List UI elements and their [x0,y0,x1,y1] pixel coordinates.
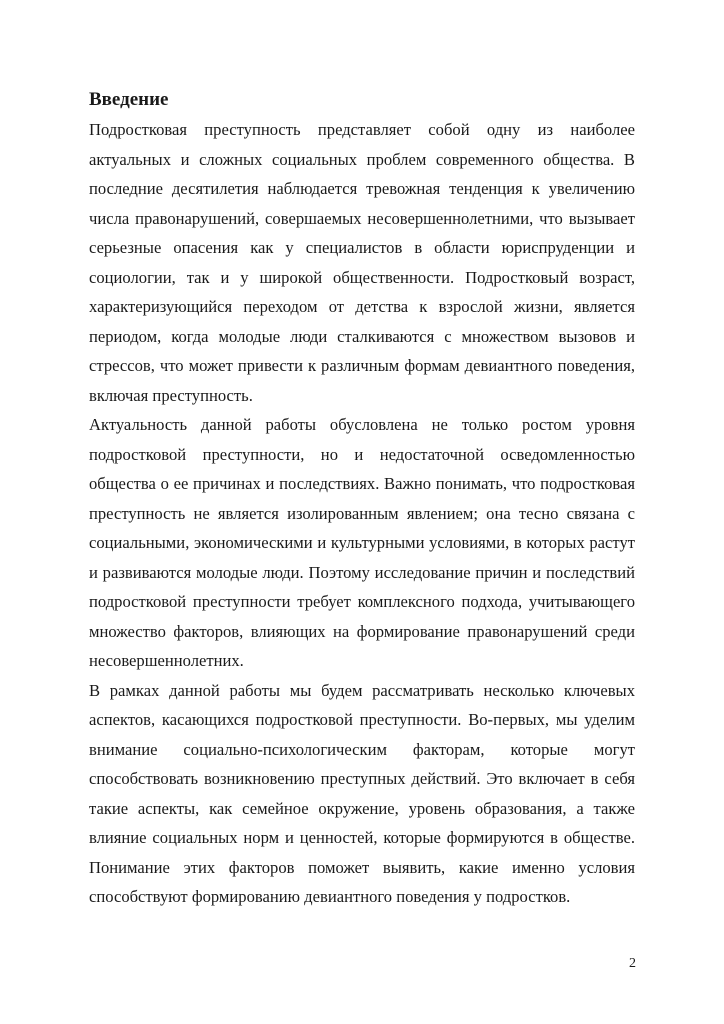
paragraph-3: В рамках данной работы мы будем рассматривать несколько ключевых аспектов, касающихся подростковой преступности. Во-первых, мы уделим внимание социально-психологическим факторам, которые могут способствовать возникновению преступных действий. Это включает в себя такие аспекты, как семейное окружение, уровень образования, а также влияние социальных норм и ценностей, которые формируются в обществе. Понимание этих факторов поможет выявить, какие именно условия способствуют формированию девиантного поведения у подростков. [89,680,635,906]
section-heading: Введение [89,89,169,110]
paragraph-1: Подростковая преступность представляет собой одну из наиболее актуальных и сложных социальных проблем современного общества. В последние десятилетия наблюдается тревожная тенденция к увеличению числа правонарушений, совершаемых несовершеннолетними, что вызывает серьезные опасения как у специалистов в области юриспруденции и социологии, так и у широкой общественности. Подростковый возраст, характеризующийся переходом от детства к взрослой жизни, является периодом, когда молодые люди сталкиваются с множеством вызовов и стрессов, что может привести к различным формам девиантного поведения, включая преступность. [89,120,635,405]
page-number: 2 [629,956,636,971]
paragraph-2: Актуальность данной работы обусловлена не только ростом уровня подростковой преступности, но и недостаточной осведомленностью общества о ее причинах и последствиях. Важно понимать, что подростковая преступность не является изолированным явлением; она тесно связана с социальными, экономическими и культурными условиями, в которых растут и развиваются молодые люди. Поэтому исследование причин и последствий подростковой преступности требует комплексного подхода, учитывающего множество факторов, влияющих на формирование правонарушений среди несовершеннолетних. [89,415,635,670]
document-page [89,87,635,912]
